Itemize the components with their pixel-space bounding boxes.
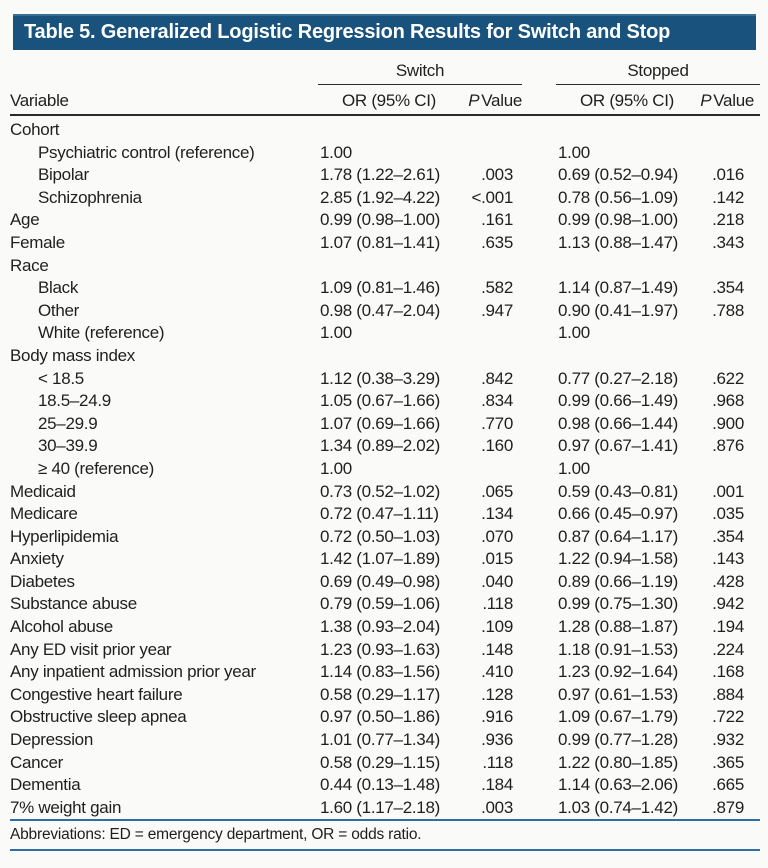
stopped-or-cell: 0.97 (0.67–1.41) xyxy=(558,436,678,456)
figure-bottom-rule xyxy=(10,849,760,851)
row-variable-label: Female xyxy=(10,232,65,252)
stopped-pvalue-cell: .354 xyxy=(712,278,744,298)
row-gap xyxy=(522,119,556,142)
stopped-pvalue-cell: .343 xyxy=(712,232,744,252)
stopped-or-cell: 0.69 (0.52–0.94) xyxy=(558,165,678,185)
switch-or-cell: 1.60 (1.17–2.18) xyxy=(320,797,440,817)
column-header-row xyxy=(10,85,760,114)
stopped-or-cell: 0.77 (0.27–2.18) xyxy=(558,368,678,388)
stopped-or-cell: 1.18 (0.91–1.53) xyxy=(558,639,678,659)
row-variable-label: Dementia xyxy=(10,775,81,795)
switch-or-cell: 2.85 (1.92–4.22) xyxy=(320,187,440,207)
stopped-pvalue-cell: .788 xyxy=(712,300,744,320)
row-gap xyxy=(522,548,556,571)
switch-group-header xyxy=(318,59,522,85)
switch-pvalue-cell: .118 xyxy=(482,752,513,772)
switch-or-cell: 1.00 xyxy=(320,458,352,478)
row-variable-label: Race xyxy=(10,255,49,275)
table-row xyxy=(10,413,760,436)
table-row xyxy=(10,503,760,526)
stopped-pvalue-cell: .354 xyxy=(712,526,744,546)
stopped-pvalue-cell: .876 xyxy=(712,436,744,456)
row-variable-label: < 18.5 xyxy=(38,368,84,388)
switch-pvalue-cell: .834 xyxy=(481,391,513,411)
row-variable-label: Diabetes xyxy=(10,571,75,591)
row-gap xyxy=(522,187,556,210)
switch-pvalue-cell: .947 xyxy=(481,300,513,320)
row-variable-label: Cancer xyxy=(10,752,64,772)
switch-pvalue-cell: .770 xyxy=(481,413,513,433)
table-row xyxy=(10,729,760,752)
table-title-bar xyxy=(13,14,756,50)
switch-or-cell: 1.09 (0.81–1.46) xyxy=(320,278,440,298)
stopped-pvalue-cell: .168 xyxy=(712,662,744,682)
switch-or-cell: 1.12 (0.38–3.29) xyxy=(320,368,440,388)
stopped-pvalue-cell: .001 xyxy=(712,481,744,501)
stopped-pvalue-cell: .428 xyxy=(712,571,744,591)
stopped-pvalue-cell xyxy=(696,322,760,345)
stopped-or-cell: 0.97 (0.61–1.53) xyxy=(558,684,678,704)
row-gap xyxy=(522,797,556,820)
stopped-or-cell: 1.14 (0.63–2.06) xyxy=(558,775,678,795)
switch-pvalue-cell: .003 xyxy=(481,797,513,817)
table-header xyxy=(10,59,760,116)
stopped-or-cell: 0.99 (0.66–1.49) xyxy=(558,391,678,411)
switch-or-column-header: OR (95% CI) xyxy=(342,91,436,110)
row-gap xyxy=(522,300,556,323)
row-gap xyxy=(522,435,556,458)
switch-or-cell: 1.01 (0.77–1.34) xyxy=(320,730,440,750)
switch-pvalue-cell: .118 xyxy=(482,594,513,614)
row-gap xyxy=(522,684,556,707)
stopped-or-cell: 1.14 (0.87–1.49) xyxy=(558,278,678,298)
stopped-pvalue-column-header xyxy=(696,91,760,111)
switch-pvalue-cell: <.001 xyxy=(471,187,513,207)
table-row xyxy=(10,752,760,775)
stopped-or-cell: 1.13 (0.88–1.47) xyxy=(558,232,678,252)
switch-or-cell: 1.34 (0.89–2.02) xyxy=(320,436,440,456)
switch-pvalue-cell xyxy=(458,255,522,278)
switch-pvalue-cell xyxy=(458,142,522,165)
stopped-or-cell: 0.87 (0.64–1.17) xyxy=(558,526,678,546)
abbreviations-footnote: Abbreviations: ED = emergency department, OR = odds ratio. xyxy=(10,826,422,844)
stopped-or-cell xyxy=(556,119,696,142)
header-divider-rule xyxy=(10,114,760,116)
row-variable-label: Hyperlipidemia xyxy=(10,526,119,546)
table-row xyxy=(10,616,760,639)
switch-or-cell: 0.98 (0.47–2.04) xyxy=(320,300,440,320)
switch-or-cell: 0.72 (0.47–1.11) xyxy=(320,504,439,524)
row-variable-label: Obstructive sleep apnea xyxy=(10,707,187,727)
row-gap xyxy=(522,774,556,797)
stopped-or-cell: 0.89 (0.66–1.19) xyxy=(558,571,678,591)
row-variable-label: 25–29.9 xyxy=(38,413,98,433)
row-variable-label: ≥ 40 (reference) xyxy=(38,458,155,478)
row-gap xyxy=(522,593,556,616)
row-gap xyxy=(522,368,556,391)
value-word: Value xyxy=(481,91,522,110)
stopped-or-cell: 1.00 xyxy=(558,142,590,162)
switch-pvalue-cell xyxy=(458,345,522,368)
table-title: Table 5. Generalized Logistic Regression Results for Switch and Stop xyxy=(24,21,671,43)
switch-or-cell: 0.79 (0.59–1.06) xyxy=(320,594,440,614)
stopped-or-cell: 0.90 (0.41–1.97) xyxy=(558,300,678,320)
row-variable-label: Any inpatient admission prior year xyxy=(10,662,256,682)
table-row xyxy=(10,277,760,300)
switch-pvalue-cell: .003 xyxy=(481,165,513,185)
row-gap xyxy=(522,322,556,345)
stopped-or-cell: 1.00 xyxy=(558,458,590,478)
stopped-or-cell: 0.59 (0.43–0.81) xyxy=(558,481,678,501)
switch-pvalue-cell: .635 xyxy=(481,232,513,252)
table-body xyxy=(10,119,760,819)
switch-or-cell xyxy=(318,119,458,142)
table-row xyxy=(10,142,760,165)
row-variable-label: Substance abuse xyxy=(10,594,137,614)
spanner-gap xyxy=(522,59,556,85)
switch-or-cell: 1.38 (0.93–2.04) xyxy=(320,617,440,637)
stopped-pvalue-cell xyxy=(696,345,760,368)
stopped-or-column-header: OR (95% CI) xyxy=(580,91,674,110)
table-row xyxy=(10,209,760,232)
stopped-pvalue-cell: .194 xyxy=(712,617,744,637)
row-variable-label: 7% weight gain xyxy=(10,797,122,817)
row-gap xyxy=(522,481,556,504)
stopped-or-cell: 1.28 (0.88–1.87) xyxy=(558,617,678,637)
stopped-or-cell: 1.23 (0.92–1.64) xyxy=(558,662,678,682)
row-variable-label: Any ED visit prior year xyxy=(10,639,172,659)
stopped-or-cell: 1.03 (0.74–1.42) xyxy=(558,797,678,817)
table-row xyxy=(10,368,760,391)
table-row xyxy=(10,571,760,594)
table-row xyxy=(10,119,760,142)
row-variable-label: Congestive heart failure xyxy=(10,684,183,704)
stopped-pvalue-cell: .143 xyxy=(712,549,744,569)
spanner-spacer xyxy=(10,59,318,85)
row-variable-label: Black xyxy=(38,278,79,298)
row-gap xyxy=(522,209,556,232)
stopped-pvalue-cell: .722 xyxy=(712,707,744,727)
stopped-or-cell: 0.99 (0.75–1.30) xyxy=(558,594,678,614)
table-row xyxy=(10,187,760,210)
switch-pvalue-cell xyxy=(458,322,522,345)
switch-pvalue-cell: .936 xyxy=(481,730,513,750)
table-row xyxy=(10,300,760,323)
stopped-or-cell: 0.98 (0.66–1.44) xyxy=(558,413,678,433)
row-gap xyxy=(522,526,556,549)
stopped-pvalue-cell: .218 xyxy=(712,210,744,230)
table-row xyxy=(10,164,760,187)
switch-pvalue-cell xyxy=(458,458,522,481)
switch-or-cell: 0.97 (0.50–1.86) xyxy=(320,707,440,727)
row-gap xyxy=(522,503,556,526)
table-row xyxy=(10,661,760,684)
stopped-pvalue-cell: .942 xyxy=(712,594,744,614)
switch-pvalue-cell: .184 xyxy=(481,775,513,795)
row-gap xyxy=(522,255,556,278)
row-gap xyxy=(522,706,556,729)
row-variable-label: Other xyxy=(38,300,80,320)
table-row xyxy=(10,548,760,571)
table-row xyxy=(10,232,760,255)
switch-group-label: Switch xyxy=(395,61,445,80)
row-gap xyxy=(522,232,556,255)
row-gap xyxy=(522,345,556,368)
row-gap xyxy=(522,458,556,481)
stopped-pvalue-cell: .622 xyxy=(712,368,744,388)
table-row xyxy=(10,435,760,458)
switch-or-cell: 1.14 (0.83–1.56) xyxy=(320,662,440,682)
switch-or-cell: 0.44 (0.13–1.48) xyxy=(320,775,440,795)
table-row xyxy=(10,458,760,481)
table-row xyxy=(10,345,760,368)
switch-or-cell: 0.72 (0.50–1.03) xyxy=(320,526,440,546)
row-gap xyxy=(522,729,556,752)
table-row xyxy=(10,481,760,504)
row-variable-label: Bipolar xyxy=(38,165,89,185)
switch-pvalue-cell: .070 xyxy=(481,526,513,546)
stopped-or-cell xyxy=(556,255,696,278)
value-word: Value xyxy=(713,91,754,110)
table-row xyxy=(10,797,760,820)
stopped-pvalue-cell: .224 xyxy=(712,639,744,659)
row-gap xyxy=(522,413,556,436)
stopped-pvalue-cell: .142 xyxy=(712,187,744,207)
switch-or-cell: 1.42 (1.07–1.89) xyxy=(320,549,440,569)
switch-pvalue-cell: .015 xyxy=(481,549,513,569)
p-symbol: P xyxy=(700,91,712,110)
row-gap xyxy=(522,164,556,187)
row-variable-label: Schizophrenia xyxy=(38,187,142,207)
table-row xyxy=(10,774,760,797)
switch-or-cell xyxy=(318,345,458,368)
stopped-pvalue-cell: .884 xyxy=(712,684,744,704)
row-variable-label: Cohort xyxy=(10,120,60,139)
row-variable-label: 30–39.9 xyxy=(38,436,98,456)
switch-or-cell: 0.69 (0.49–0.98) xyxy=(320,571,440,591)
stopped-or-cell: 0.99 (0.98–1.00) xyxy=(558,210,678,230)
row-variable-label: Psychiatric control (reference) xyxy=(38,142,255,162)
switch-pvalue-cell: .134 xyxy=(481,504,513,524)
row-gap xyxy=(522,571,556,594)
row-variable-label: Medicaid xyxy=(10,481,76,501)
switch-or-cell: 0.99 (0.98–1.00) xyxy=(320,210,440,230)
row-variable-label: 18.5–24.9 xyxy=(38,391,111,411)
stopped-pvalue-cell: .879 xyxy=(712,797,744,817)
switch-or-cell: 0.73 (0.52–1.02) xyxy=(320,481,440,501)
switch-pvalue-cell: .410 xyxy=(481,662,513,682)
stopped-or-cell: 0.78 (0.56–1.09) xyxy=(558,187,678,207)
stopped-or-cell: 0.66 (0.45–0.97) xyxy=(558,504,678,524)
stopped-pvalue-cell: .035 xyxy=(712,504,744,524)
switch-or-cell: 0.58 (0.29–1.17) xyxy=(320,684,440,704)
switch-or-cell: 1.07 (0.69–1.66) xyxy=(320,413,440,433)
p-symbol: P xyxy=(468,91,480,110)
stopped-pvalue-cell xyxy=(696,458,760,481)
row-gap xyxy=(522,639,556,662)
stopped-or-cell: 1.22 (0.94–1.58) xyxy=(558,549,678,569)
row-gap xyxy=(522,616,556,639)
switch-or-cell: 1.07 (0.81–1.41) xyxy=(320,232,440,252)
row-gap xyxy=(522,390,556,413)
stopped-pvalue-cell: .365 xyxy=(712,752,744,772)
switch-or-cell: 1.05 (0.67–1.66) xyxy=(320,391,440,411)
switch-or-cell: 1.78 (1.22–2.61) xyxy=(320,165,440,185)
stopped-pvalue-cell: .968 xyxy=(712,391,744,411)
switch-or-cell: 0.58 (0.29–1.15) xyxy=(320,752,440,772)
table-row xyxy=(10,639,760,662)
stopped-group-header xyxy=(556,59,760,85)
switch-or-cell: 1.00 xyxy=(320,142,352,162)
table-row xyxy=(10,322,760,345)
stopped-group-label: Stopped xyxy=(627,61,689,80)
row-variable-label: Body mass index xyxy=(10,345,135,365)
switch-pvalue-cell: .842 xyxy=(481,368,513,388)
stopped-pvalue-cell: .016 xyxy=(712,165,744,185)
row-gap xyxy=(522,661,556,684)
switch-pvalue-cell: .128 xyxy=(481,684,513,704)
row-variable-label: Alcohol abuse xyxy=(10,617,113,637)
row-gap xyxy=(522,752,556,775)
table-row xyxy=(10,593,760,616)
row-gap xyxy=(522,277,556,300)
variable-column-header: Variable xyxy=(10,91,69,110)
switch-or-cell xyxy=(318,255,458,278)
stopped-or-cell: 0.99 (0.77–1.28) xyxy=(558,730,678,750)
stopped-pvalue-cell: .900 xyxy=(712,413,744,433)
switch-pvalue-cell: .148 xyxy=(481,639,513,659)
switch-pvalue-cell: .916 xyxy=(481,707,513,727)
stopped-pvalue-cell: .932 xyxy=(712,730,744,750)
table-row xyxy=(10,255,760,278)
switch-or-cell: 1.23 (0.93–1.63) xyxy=(320,639,440,659)
row-variable-label: White (reference) xyxy=(38,323,165,343)
stopped-or-cell: 1.09 (0.67–1.79) xyxy=(558,707,678,727)
stopped-pvalue-cell xyxy=(696,255,760,278)
table-row xyxy=(10,390,760,413)
stopped-or-cell: 1.22 (0.80–1.85) xyxy=(558,752,678,772)
row-variable-label: Age xyxy=(10,210,40,230)
switch-pvalue-column-header xyxy=(458,91,522,111)
table-row xyxy=(10,526,760,549)
switch-pvalue-cell: .109 xyxy=(481,617,513,637)
switch-pvalue-cell: .161 xyxy=(481,210,513,230)
column-group-row xyxy=(10,59,760,85)
stopped-or-cell xyxy=(556,345,696,368)
switch-pvalue-cell: .160 xyxy=(481,436,513,456)
switch-pvalue-cell: .582 xyxy=(481,278,513,298)
stopped-pvalue-cell xyxy=(696,119,760,142)
row-variable-label: Medicare xyxy=(10,504,78,524)
row-variable-label: Anxiety xyxy=(10,549,64,569)
stopped-or-cell: 1.00 xyxy=(558,323,590,343)
stopped-pvalue-cell xyxy=(696,142,760,165)
stopped-pvalue-cell: .665 xyxy=(712,775,744,795)
switch-or-cell: 1.00 xyxy=(320,323,352,343)
row-variable-label: Depression xyxy=(10,730,93,750)
switch-pvalue-cell xyxy=(458,119,522,142)
row-gap xyxy=(522,142,556,165)
switch-pvalue-cell: .040 xyxy=(481,571,513,591)
switch-pvalue-cell: .065 xyxy=(481,481,513,501)
table-row xyxy=(10,706,760,729)
table-row xyxy=(10,684,760,707)
